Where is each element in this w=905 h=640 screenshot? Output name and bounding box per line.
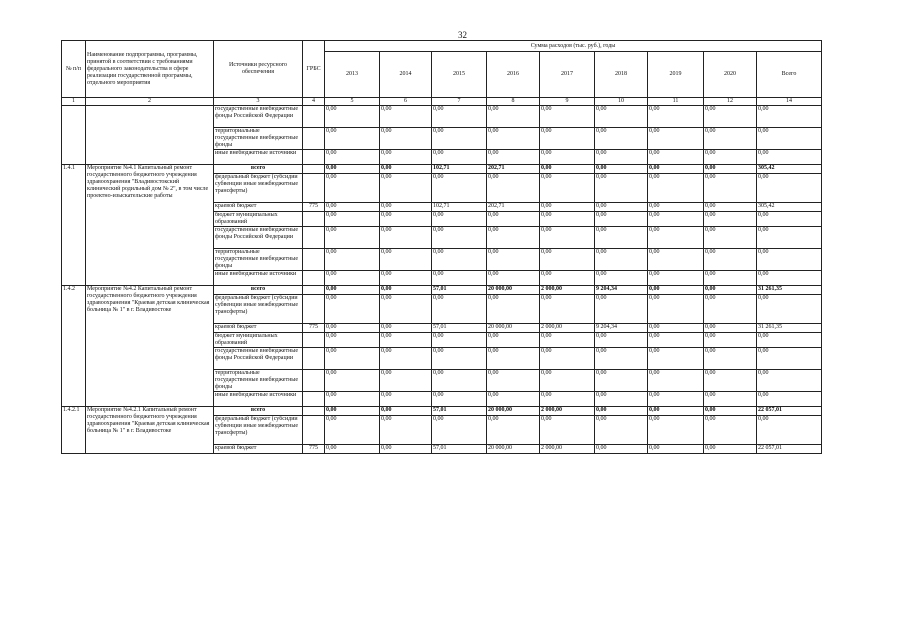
- grbs-cell: [303, 295, 325, 324]
- value-cell: 57,01: [432, 324, 487, 333]
- value-cell: 0,00: [757, 249, 822, 271]
- grbs-cell: [303, 150, 325, 165]
- value-cell: 305,42: [757, 203, 822, 212]
- value-cell: 102,71: [432, 203, 487, 212]
- value-cell: 0,00: [648, 295, 704, 324]
- value-cell: 0,00: [704, 271, 757, 286]
- value-cell: 0,00: [540, 106, 595, 128]
- value-cell: 0,00: [595, 370, 648, 392]
- value-cell: 0,00: [380, 174, 432, 203]
- source-cell: федеральный бюджет (субсидии субвенции иные межбюджетные трансферты): [214, 416, 303, 445]
- value-cell: 0,00: [380, 295, 432, 324]
- value-cell: 0,00: [325, 295, 380, 324]
- column-number: 4: [303, 98, 325, 106]
- value-cell: 0,00: [380, 416, 432, 445]
- source-cell: краевой бюджет: [214, 203, 303, 212]
- value-cell: 57,01: [432, 445, 487, 454]
- source-cell: государственные внебюджетные фонды Российской Федерации: [214, 348, 303, 370]
- value-cell: 0,00: [380, 348, 432, 370]
- header-year: 2019: [648, 52, 704, 98]
- value-cell: 0,00: [648, 203, 704, 212]
- header-year: 2013: [325, 52, 380, 98]
- grbs-cell: [303, 348, 325, 370]
- value-cell: 0,00: [540, 227, 595, 249]
- column-number: 6: [380, 98, 432, 106]
- source-cell: территориальные государственные внебюджетные фонды: [214, 128, 303, 150]
- value-cell: 0,00: [757, 392, 822, 407]
- header-sum: Сумма расходов (тыс. руб.), годы: [325, 41, 822, 52]
- value-cell: 0,00: [704, 348, 757, 370]
- value-cell: 0,00: [487, 106, 540, 128]
- source-cell: территориальные государственные внебюджетные фонды: [214, 370, 303, 392]
- value-cell: 0,00: [540, 271, 595, 286]
- value-cell: 0,00: [704, 286, 757, 295]
- name-cell: [86, 106, 214, 165]
- value-cell: 0,00: [380, 286, 432, 295]
- value-cell: 0,00: [595, 295, 648, 324]
- value-cell: 0,00: [432, 174, 487, 203]
- column-number: 8: [487, 98, 540, 106]
- value-cell: 305,42: [757, 165, 822, 174]
- source-cell: всего: [214, 286, 303, 295]
- value-cell: 0,00: [540, 370, 595, 392]
- value-cell: 0,00: [595, 249, 648, 271]
- value-cell: 9 204,34: [595, 324, 648, 333]
- value-cell: 0,00: [595, 106, 648, 128]
- value-cell: 0,00: [325, 165, 380, 174]
- column-number: 9: [540, 98, 595, 106]
- value-cell: 0,00: [432, 370, 487, 392]
- value-cell: 0,00: [325, 128, 380, 150]
- value-cell: 0,00: [380, 106, 432, 128]
- value-cell: 0,00: [595, 212, 648, 227]
- value-cell: 0,00: [487, 128, 540, 150]
- header-year: 2020: [704, 52, 757, 98]
- table-row: [62, 165, 822, 174]
- value-cell: 0,00: [325, 333, 380, 348]
- source-cell: территориальные государственные внебюджетные фонды: [214, 249, 303, 271]
- value-cell: 0,00: [704, 370, 757, 392]
- value-cell: 0,00: [487, 174, 540, 203]
- value-cell: 0,00: [704, 150, 757, 165]
- header-year: 2017: [540, 52, 595, 98]
- value-cell: 0,00: [595, 165, 648, 174]
- value-cell: 0,00: [704, 249, 757, 271]
- value-cell: 0,00: [648, 370, 704, 392]
- source-cell: федеральный бюджет (субсидии субвенции иные межбюджетные трансферты): [214, 174, 303, 203]
- header-year: 2014: [380, 52, 432, 98]
- value-cell: 0,00: [540, 165, 595, 174]
- column-number: 11: [648, 98, 704, 106]
- value-cell: 0,00: [325, 286, 380, 295]
- header-year: Всего: [757, 52, 822, 98]
- grbs-cell: [303, 249, 325, 271]
- value-cell: 0,00: [432, 333, 487, 348]
- value-cell: 20 000,00: [487, 324, 540, 333]
- source-cell: краевой бюджет: [214, 324, 303, 333]
- source-cell: иные внебюджетные источники: [214, 150, 303, 165]
- value-cell: 0,00: [487, 150, 540, 165]
- value-cell: 0,00: [648, 128, 704, 150]
- item-name: Мероприятие №4.2.1 Капитальный ремонт государственного бюджетного учреждения здравоохранения "Краевая детская клиническая больница № 1" в г. Владивостоке: [86, 407, 214, 454]
- value-cell: 0,00: [380, 249, 432, 271]
- table-row: [62, 106, 822, 128]
- value-cell: 0,00: [540, 150, 595, 165]
- column-number: 7: [432, 98, 487, 106]
- value-cell: 0,00: [432, 271, 487, 286]
- value-cell: 0,00: [704, 227, 757, 249]
- value-cell: 0,00: [380, 227, 432, 249]
- value-cell: 0,00: [648, 324, 704, 333]
- value-cell: 0,00: [757, 295, 822, 324]
- value-cell: 0,00: [648, 271, 704, 286]
- value-cell: 0,00: [380, 212, 432, 227]
- value-cell: 0,00: [380, 392, 432, 407]
- value-cell: 0,00: [704, 203, 757, 212]
- value-cell: 0,00: [704, 128, 757, 150]
- budget-table: [61, 40, 822, 454]
- column-number: 3: [214, 98, 303, 106]
- value-cell: 0,00: [648, 174, 704, 203]
- value-cell: 0,00: [540, 203, 595, 212]
- source-cell: краевой бюджет: [214, 445, 303, 454]
- grbs-cell: [303, 227, 325, 249]
- value-cell: 0,00: [648, 445, 704, 454]
- value-cell: 0,00: [540, 249, 595, 271]
- value-cell: 0,00: [325, 416, 380, 445]
- page-number: 32: [458, 30, 467, 40]
- item-code: 1.4.2: [62, 286, 86, 407]
- item-name: Мероприятие №4.1 Капитальный ремонт государственного бюджетного учреждения здравоохранения "Владивостокский клинический родильный дом № 2", в том числе проектно-изыскательские работы: [86, 165, 214, 286]
- table-row: [62, 407, 822, 416]
- value-cell: 0,00: [757, 348, 822, 370]
- value-cell: 0,00: [432, 212, 487, 227]
- value-cell: 0,00: [648, 392, 704, 407]
- grbs-cell: 775: [303, 324, 325, 333]
- value-cell: 20 000,00: [487, 286, 540, 295]
- value-cell: 0,00: [432, 392, 487, 407]
- grbs-cell: [303, 271, 325, 286]
- grbs-cell: [303, 392, 325, 407]
- value-cell: 0,00: [757, 150, 822, 165]
- source-cell: всего: [214, 407, 303, 416]
- value-cell: 0,00: [704, 106, 757, 128]
- value-cell: 0,00: [757, 212, 822, 227]
- grbs-cell: [303, 174, 325, 203]
- value-cell: 0,00: [704, 407, 757, 416]
- value-cell: 0,00: [325, 249, 380, 271]
- value-cell: 0,00: [380, 271, 432, 286]
- value-cell: 0,00: [704, 333, 757, 348]
- value-cell: 0,00: [487, 416, 540, 445]
- code-cell: [62, 106, 86, 165]
- value-cell: 0,00: [648, 150, 704, 165]
- value-cell: 0,00: [432, 106, 487, 128]
- source-cell: государственные внебюджетные фонды Российской Федерации: [214, 227, 303, 249]
- value-cell: 2 000,00: [540, 324, 595, 333]
- source-cell: иные внебюджетные источники: [214, 392, 303, 407]
- value-cell: 0,00: [432, 416, 487, 445]
- value-cell: 0,00: [704, 445, 757, 454]
- value-cell: 0,00: [380, 324, 432, 333]
- value-cell: 102,71: [432, 165, 487, 174]
- budget-table-container: [61, 40, 821, 454]
- value-cell: 0,00: [325, 324, 380, 333]
- source-cell: федеральный бюджет (субсидии субвенции иные межбюджетные трансферты): [214, 295, 303, 324]
- column-number: 2: [86, 98, 214, 106]
- value-cell: 0,00: [757, 271, 822, 286]
- value-cell: 22 057,01: [757, 407, 822, 416]
- value-cell: 0,00: [595, 333, 648, 348]
- value-cell: 0,00: [595, 128, 648, 150]
- header-grbs: ГРБС: [303, 41, 325, 98]
- value-cell: 2 000,00: [540, 445, 595, 454]
- value-cell: 0,00: [325, 212, 380, 227]
- value-cell: 0,00: [487, 333, 540, 348]
- value-cell: 0,00: [757, 227, 822, 249]
- value-cell: 202,71: [487, 203, 540, 212]
- value-cell: 0,00: [432, 150, 487, 165]
- value-cell: 0,00: [325, 445, 380, 454]
- value-cell: 0,00: [540, 212, 595, 227]
- value-cell: 0,00: [757, 333, 822, 348]
- value-cell: 0,00: [648, 286, 704, 295]
- grbs-cell: 775: [303, 445, 325, 454]
- value-cell: 0,00: [757, 416, 822, 445]
- value-cell: 2 000,00: [540, 286, 595, 295]
- value-cell: 0,00: [757, 128, 822, 150]
- value-cell: 0,00: [648, 249, 704, 271]
- value-cell: 0,00: [432, 348, 487, 370]
- value-cell: 0,00: [595, 407, 648, 416]
- grbs-cell: [303, 407, 325, 416]
- column-number: 1: [62, 98, 86, 106]
- value-cell: 0,00: [648, 106, 704, 128]
- value-cell: 31 261,35: [757, 286, 822, 295]
- grbs-cell: [303, 165, 325, 174]
- grbs-cell: [303, 212, 325, 227]
- column-number: 5: [325, 98, 380, 106]
- source-cell: бюджет муниципальных образований: [214, 212, 303, 227]
- value-cell: 57,01: [432, 407, 487, 416]
- source-cell: всего: [214, 165, 303, 174]
- value-cell: 0,00: [595, 392, 648, 407]
- source-cell: иные внебюджетные источники: [214, 271, 303, 286]
- value-cell: 0,00: [380, 333, 432, 348]
- value-cell: 0,00: [595, 227, 648, 249]
- value-cell: 22 057,01: [757, 445, 822, 454]
- table-row: [62, 286, 822, 295]
- item-code: 1.4.2.1: [62, 407, 86, 454]
- value-cell: 0,00: [704, 174, 757, 203]
- value-cell: 0,00: [540, 392, 595, 407]
- value-cell: 2 000,00: [540, 407, 595, 416]
- value-cell: 0,00: [540, 348, 595, 370]
- value-cell: 0,00: [325, 392, 380, 407]
- value-cell: 0,00: [325, 174, 380, 203]
- value-cell: 0,00: [704, 416, 757, 445]
- value-cell: 0,00: [704, 295, 757, 324]
- value-cell: 0,00: [487, 212, 540, 227]
- column-number: 10: [595, 98, 648, 106]
- value-cell: 0,00: [325, 370, 380, 392]
- grbs-cell: [303, 370, 325, 392]
- value-cell: 0,00: [648, 227, 704, 249]
- column-number: 14: [757, 98, 822, 106]
- value-cell: 0,00: [325, 348, 380, 370]
- source-cell: бюджет муниципальных образований: [214, 333, 303, 348]
- value-cell: 0,00: [595, 445, 648, 454]
- value-cell: 0,00: [380, 407, 432, 416]
- value-cell: 0,00: [487, 271, 540, 286]
- grbs-cell: [303, 128, 325, 150]
- value-cell: 0,00: [487, 370, 540, 392]
- value-cell: 0,00: [432, 249, 487, 271]
- grbs-cell: [303, 416, 325, 445]
- value-cell: 0,00: [380, 445, 432, 454]
- column-number: 12: [704, 98, 757, 106]
- header-year: 2018: [595, 52, 648, 98]
- value-cell: 0,00: [540, 174, 595, 203]
- value-cell: 31 261,35: [757, 324, 822, 333]
- value-cell: 0,00: [380, 150, 432, 165]
- header-year: 2016: [487, 52, 540, 98]
- value-cell: 0,00: [487, 249, 540, 271]
- header-name: Наименование подпрограммы, программы, принятой в соответствии с требованиями федерального законодательства в сфере реализации государственной программы, отдельного мероприятия: [86, 41, 214, 98]
- value-cell: 0,00: [648, 165, 704, 174]
- value-cell: 0,00: [432, 227, 487, 249]
- value-cell: 0,00: [595, 416, 648, 445]
- value-cell: 0,00: [325, 407, 380, 416]
- value-cell: 0,00: [325, 271, 380, 286]
- value-cell: 0,00: [704, 392, 757, 407]
- value-cell: 0,00: [757, 174, 822, 203]
- value-cell: 0,00: [380, 203, 432, 212]
- header-year: 2015: [432, 52, 487, 98]
- grbs-cell: [303, 106, 325, 128]
- value-cell: 0,00: [380, 128, 432, 150]
- value-cell: 0,00: [432, 295, 487, 324]
- value-cell: 0,00: [540, 416, 595, 445]
- value-cell: 0,00: [325, 106, 380, 128]
- item-code: 1.4.1: [62, 165, 86, 286]
- value-cell: 0,00: [540, 128, 595, 150]
- value-cell: 0,00: [380, 165, 432, 174]
- value-cell: 0,00: [648, 212, 704, 227]
- value-cell: 0,00: [757, 106, 822, 128]
- value-cell: 202,71: [487, 165, 540, 174]
- value-cell: 0,00: [704, 165, 757, 174]
- value-cell: 0,00: [432, 128, 487, 150]
- source-cell: государственные внебюджетные фонды Российской Федерации: [214, 106, 303, 128]
- value-cell: 0,00: [595, 150, 648, 165]
- value-cell: 0,00: [487, 348, 540, 370]
- item-name: Мероприятие №4.2 Капитальный ремонт государственного бюджетного учреждения здравоохранения "Краевая детская клиническая больница № 1" в г. Владивостоке: [86, 286, 214, 407]
- value-cell: 0,00: [595, 174, 648, 203]
- value-cell: 9 204,34: [595, 286, 648, 295]
- value-cell: 0,00: [487, 392, 540, 407]
- value-cell: 0,00: [595, 348, 648, 370]
- value-cell: 0,00: [648, 333, 704, 348]
- value-cell: 0,00: [648, 407, 704, 416]
- value-cell: 0,00: [757, 370, 822, 392]
- header-source: Источники ресурсного обеспечения: [214, 41, 303, 98]
- value-cell: 20 000,00: [487, 445, 540, 454]
- grbs-cell: [303, 286, 325, 295]
- grbs-cell: [303, 333, 325, 348]
- value-cell: 0,00: [487, 295, 540, 324]
- value-cell: 57,01: [432, 286, 487, 295]
- value-cell: 0,00: [648, 348, 704, 370]
- value-cell: 0,00: [595, 203, 648, 212]
- value-cell: 20 000,00: [487, 407, 540, 416]
- value-cell: 0,00: [380, 370, 432, 392]
- value-cell: 0,00: [325, 203, 380, 212]
- grbs-cell: 775: [303, 203, 325, 212]
- value-cell: 0,00: [487, 227, 540, 249]
- value-cell: 0,00: [704, 324, 757, 333]
- value-cell: 0,00: [648, 416, 704, 445]
- value-cell: 0,00: [540, 295, 595, 324]
- value-cell: 0,00: [540, 333, 595, 348]
- value-cell: 0,00: [704, 212, 757, 227]
- value-cell: 0,00: [325, 150, 380, 165]
- value-cell: 0,00: [325, 227, 380, 249]
- header-num: № п/п: [62, 41, 86, 98]
- value-cell: 0,00: [595, 271, 648, 286]
